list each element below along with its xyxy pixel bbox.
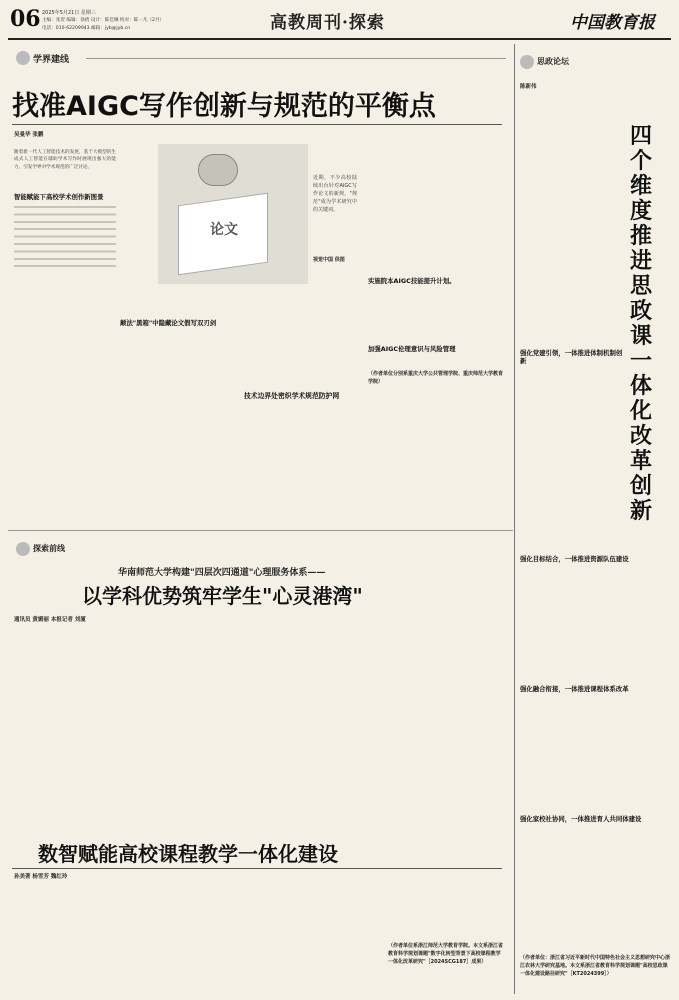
tag-circle-icon: [16, 542, 30, 556]
body-text: [14, 204, 116, 272]
sidebar-subhead-2: 强化目标结合，一体推进资源队伍建设: [520, 555, 629, 563]
tag-circle-icon: [520, 55, 534, 69]
paper-label: 论文: [210, 222, 238, 238]
article-title: 找准AIGC写作创新与规范的平衡点: [12, 91, 436, 122]
paper-name: 中国教育报: [570, 13, 655, 33]
subhead-1: 智能赋能下高校学术创作新图景: [14, 193, 104, 201]
article-title: 以学科优势筑牢学生"心灵港湾": [82, 584, 363, 608]
image-credit: 视觉中国 供图: [313, 257, 345, 263]
sidebar-title: 四个维度推进思政课一体化改革创新: [630, 123, 653, 524]
kicker: 华南师范大学构建"四层次四通道"心理服务体系——: [118, 568, 326, 578]
sidebar-opinion: [520, 44, 672, 994]
column-tag: 探索前线: [16, 541, 86, 557]
image-caption: 近期，不少高校陆续出台针对AIGC写作论文的新规，"规范"成为学术研究中的关键词。: [313, 175, 357, 213]
section-rule: [8, 530, 513, 531]
sidebar-author: 陈新伟: [520, 84, 537, 90]
byline: 孙美著 杨雪芳 魏红玲: [14, 874, 68, 880]
lede: 随着新一代人工智能技术的发展，基于大模型的生成式人工智能在辅助学术写作时展现出强大的能力，引发学界对学术规范的广泛讨论。: [14, 150, 116, 170]
issue-date: 2025年5月21日 星期三: [42, 10, 96, 16]
illustration: [158, 144, 308, 284]
column-divider: [514, 44, 515, 994]
masthead-rule: [8, 38, 671, 40]
title-rule: [12, 124, 502, 125]
contact-info: 电话：010-62209943 邮箱：jyb@jyb.cn: [42, 26, 131, 31]
article-psychology: [8, 535, 513, 835]
sidebar-subhead-4: 强化家校社协同，一体推进育人共同体建设: [520, 815, 642, 823]
robot-head-icon: [198, 154, 238, 186]
byline: 通讯员 黄媚丽 本报记者 刘厦: [14, 617, 86, 623]
sidebar-tag: 思政论坛: [520, 54, 590, 70]
article-footnote: （作者单位分别系重庆大学公共管理学院、重庆师范大学教育学院）: [368, 371, 504, 385]
tag-rule: [86, 58, 506, 59]
sidebar-footnote: （作者单位：浙江省习近平新时代中国特色社会主义思想研究中心浙江农林大学研究基地。本文系浙江省教育科学规划课题"高校思政课一体化建设路径研究"［KT2024399］）: [520, 955, 671, 977]
tag-circle-icon: [16, 51, 30, 65]
article-aigc: [8, 44, 513, 432]
masthead: [0, 0, 679, 40]
page-number: 06: [10, 6, 41, 32]
sidebar-subhead-1: 强化党建引领，一体推进体制机制创新: [520, 349, 623, 365]
column-tag: 学界建线: [16, 50, 86, 66]
sidebar-subhead-3: 强化融合衔接，一体推进课程体系改革: [520, 685, 629, 693]
article-title: 数智赋能高校课程教学一体化建设: [38, 842, 338, 866]
subhead-2: 颠法"黑箱"中隐藏论文假写双刃剑: [120, 319, 217, 327]
article-footnote: （作者单位系浙江师范大学教育学院。本文系浙江省教育科学规划课题"数字化转型背景下高校课程教学一体化改革研究"［2024SCG187］成果）: [388, 943, 504, 965]
byline: 吴曼华 张鹏: [14, 132, 44, 138]
editor-credits: 主编：张贺 编辑：徐倩 设计：陈佳琳 校对：陈一凡（2月）: [42, 18, 165, 23]
article-curriculum: [8, 830, 513, 995]
section-title: 高教周刊·探索: [270, 13, 385, 33]
subhead-3: 实施院本AIGC技能提升计划。: [368, 277, 456, 285]
subhead-5: 技术边界处密织学术规范防护网: [244, 392, 340, 400]
title-rule: [12, 868, 502, 869]
subhead-4: 加强AIGC伦理意识与风险管理: [368, 345, 456, 353]
